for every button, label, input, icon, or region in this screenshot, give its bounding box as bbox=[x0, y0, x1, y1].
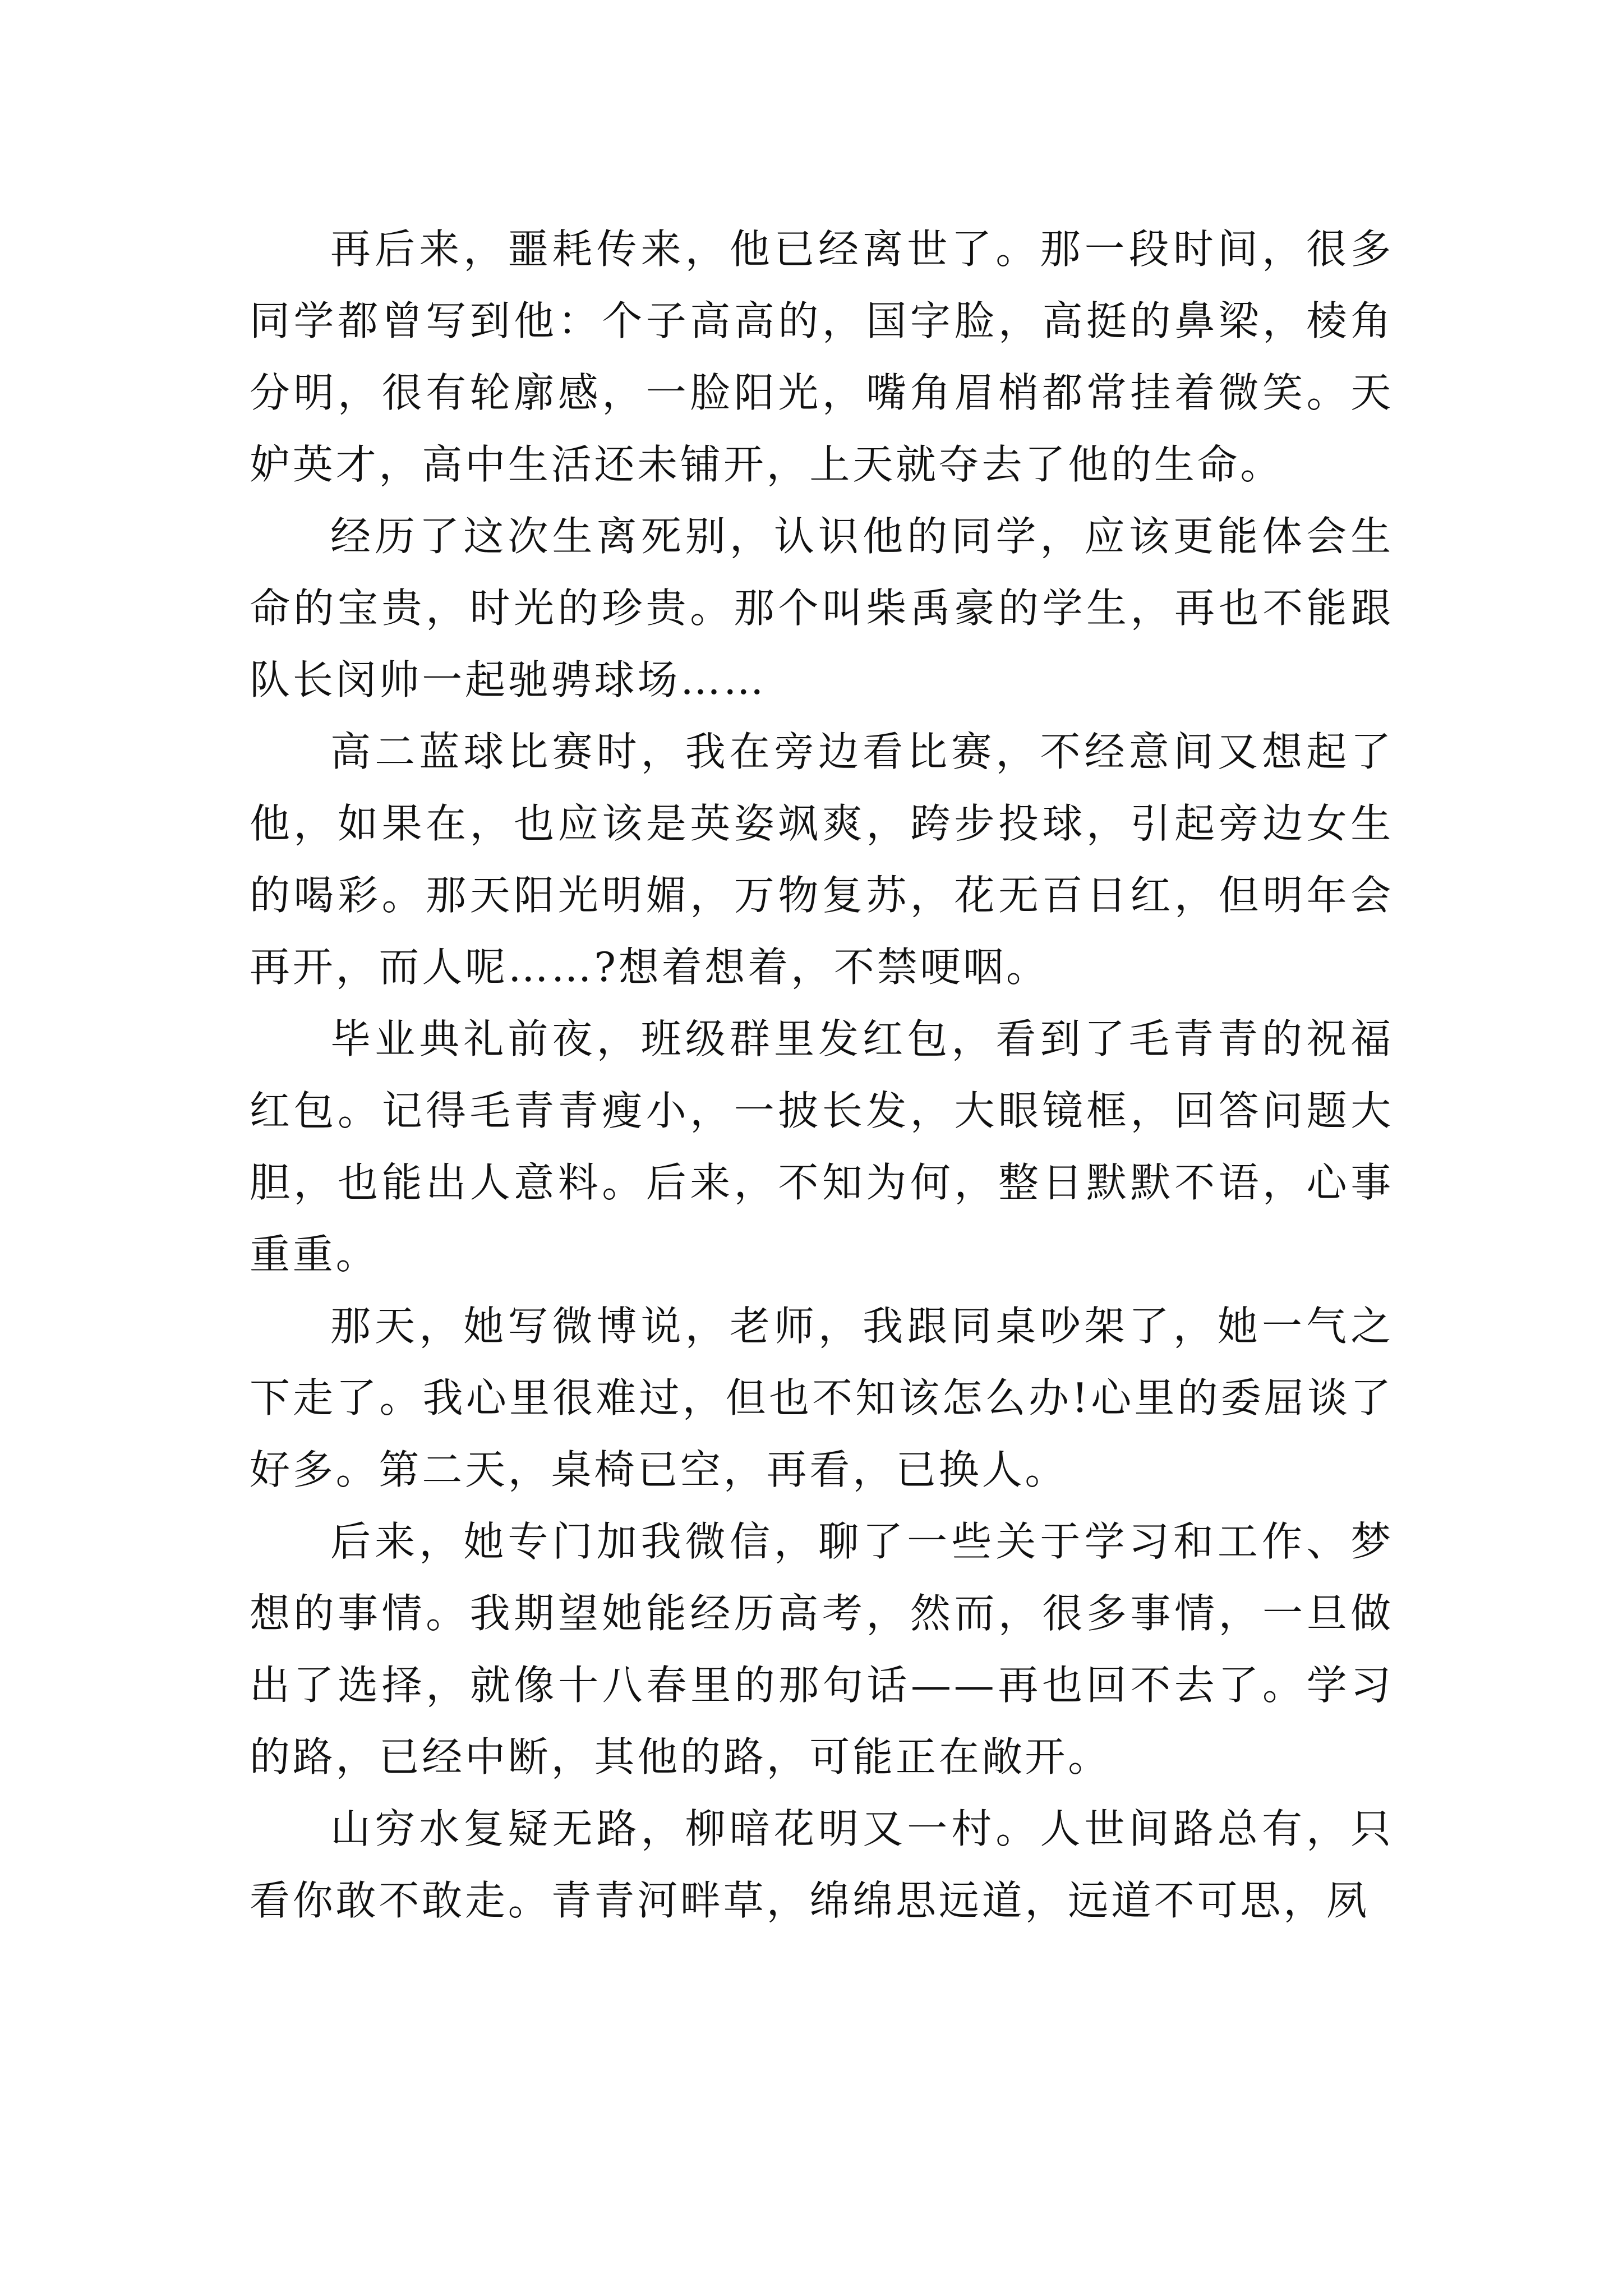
paragraph-7: 山穷水复疑无路，柳暗花明又一村。人世间路总有，只看你敢不敢走。青青河畔草，绵绵思远道，远道不可思，夙 bbox=[250, 1805, 1394, 1924]
paragraph-6: 后来，她专门加我微信，聊了一些关于学习和工作、梦想的事情。我期望她能经历高考，然而，很多事情，一旦做出了选择，就像十八春里的那句话——再也回不去了。学习的路，已经中断，其他的路，可能正在敞开。 bbox=[250, 1518, 1394, 1780]
paragraph-1: 再后来，噩耗传来，他已经离世了。那一段时间，很多同学都曾写到他：个子高高的，国字脸，高挺的鼻梁，棱角分明，很有轮廓感，一脸阳光，嘴角眉梢都常挂着微笑。天妒英才，高中生活还未铺开，上天就夺去了他的生命。 bbox=[250, 226, 1394, 488]
paragraph-4: 毕业典礼前夜，班级群里发红包，看到了毛青青的祝福红包。记得毛青青瘦小，一披长发，大眼镜框，回答问题大胆，也能出人意料。后来，不知为何，整日默默不语，心事重重。 bbox=[250, 1015, 1394, 1278]
document-body bbox=[250, 213, 1394, 1936]
paragraph-2: 经历了这次生离死别，认识他的同学，应该更能体会生命的宝贵，时光的珍贵。那个叫柴禹豪的学生，再也不能跟队长闵帅一起驰骋球场…… bbox=[250, 513, 1394, 703]
paragraph-5: 那天，她写微博说，老师，我跟同桌吵架了，她一气之下走了。我心里很难过，但也不知该怎么办!心里的委屈谈了好多。第二天，桌椅已空，再看，已换人。 bbox=[250, 1303, 1394, 1493]
paragraph-3: 高二蓝球比赛时，我在旁边看比赛，不经意间又想起了他，如果在，也应该是英姿飒爽，跨步投球，引起旁边女生的喝彩。那天阳光明媚，万物复苏，花无百日红，但明年会再开，而人呢……?想着想着，不禁哽咽。 bbox=[250, 728, 1394, 991]
